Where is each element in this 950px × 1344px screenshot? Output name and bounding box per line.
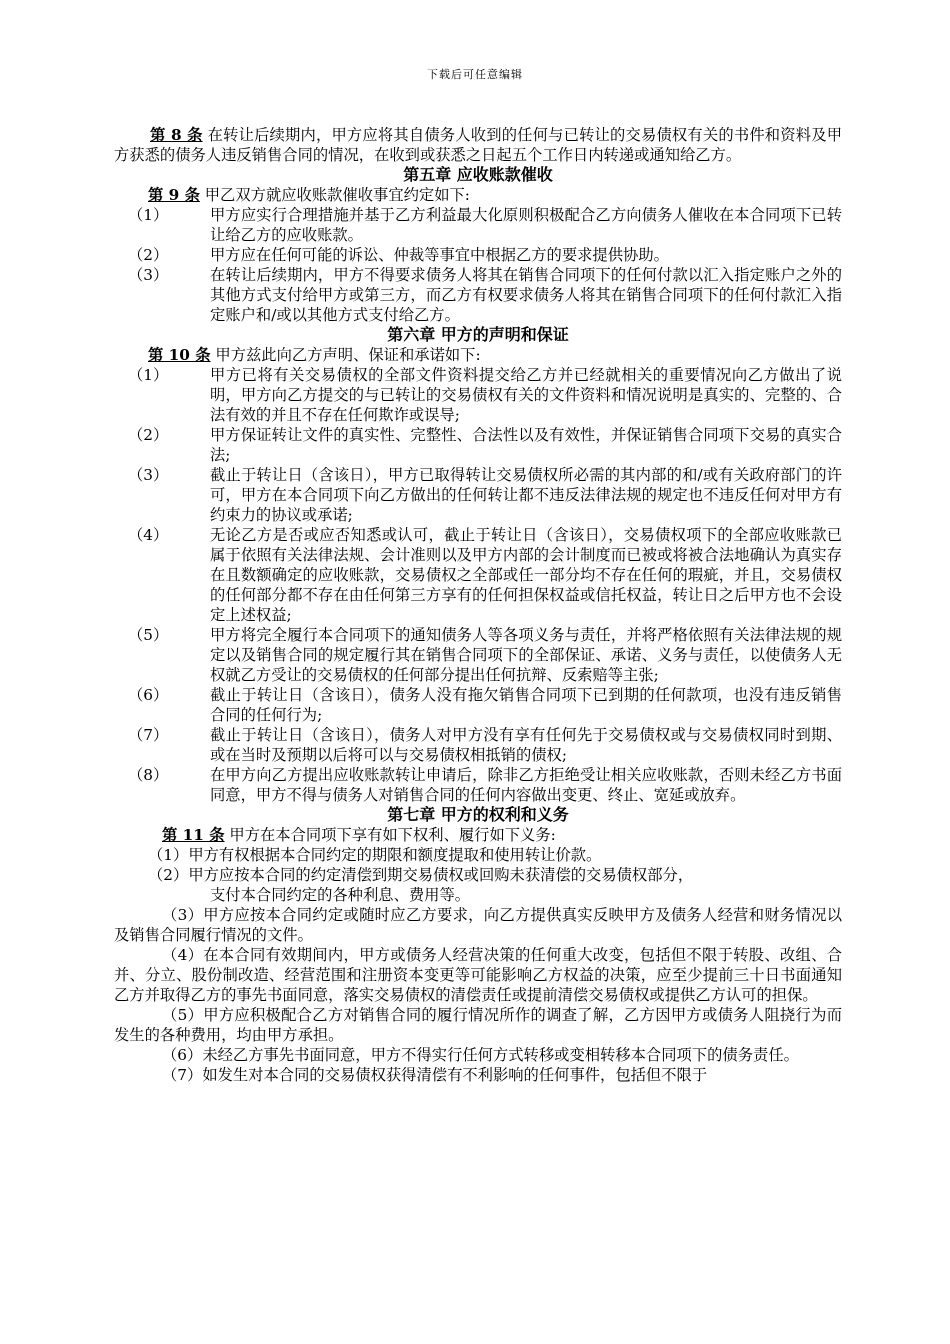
article-11 xyxy=(114,825,842,845)
item-text: 截止于转让日（含该日），债务人对甲方没有享有任何先于交易债权或与交易债权同时到期、或在当时及预期以后将可以与交易债权相抵销的债权; xyxy=(210,726,842,764)
article-10-item xyxy=(114,425,842,465)
chapter-7-title: 第七章 甲方的权利和义务 xyxy=(387,805,569,824)
item-number: （2） xyxy=(128,246,169,264)
article-8 xyxy=(114,125,842,165)
item-number: （3） xyxy=(128,466,169,484)
article-11-label: 第 11 条 xyxy=(162,826,225,844)
item-text: 无论乙方是否或应否知悉或认可，截止于转让日（含该日），交易债权项下的全部应收账款已属于依照有关法律法规、会计准则以及甲方内部的会计制度而已被或将被合法地确认为真实存在且数额确定的应收账款，交易债权之全部或任一部分均不存在任何的瑕疵，并且，交易债权的任何部分都不存在由任何第三方享有的任何担保权益或信托权益，转让日之后甲方也不会设定上述权益; xyxy=(210,526,842,624)
item-text: 甲方应在任何可能的诉讼、仲裁等事宜中根据乙方的要求提供协助。 xyxy=(210,246,669,264)
item-number: （5） xyxy=(128,626,169,644)
article-10-item xyxy=(114,625,842,685)
article-9-item xyxy=(114,205,842,245)
article-10-item xyxy=(114,525,842,625)
item-number: （7） xyxy=(128,726,169,744)
article-11-item-2: （2）甲方应按本合同的约定清偿到期交易债权或回购未获清偿的交易债权部分， xyxy=(148,866,694,884)
item-number: （8） xyxy=(128,766,169,784)
chapter-6-title: 第六章 甲方的声明和保证 xyxy=(387,325,569,344)
article-11-text: 甲方在本合同项下享有如下权利、履行如下义务: xyxy=(224,826,556,844)
item-number: （2） xyxy=(128,426,169,444)
article-10-item xyxy=(114,765,842,805)
item-number: （3） xyxy=(128,266,169,284)
article-9-text: 甲乙双方就应收账款催收事宜约定如下: xyxy=(199,186,470,204)
item-number: （1） xyxy=(128,366,169,384)
item-text: 截止于转让日（含该日），甲方已取得转让交易债权所必需的其内部的和/或有关政府部门的许可，甲方在本合同项下向乙方做出的任何转让都不违反法律法规的规定也不违反任何对甲方有约束力的协议或承诺; xyxy=(210,466,842,524)
article-11-item-6: （6）未经乙方事先书面同意，甲方不得实行任何方式转移或变相转移本合同项下的债务责任。 xyxy=(162,1046,799,1064)
item-number: （4） xyxy=(128,526,169,544)
article-10-item xyxy=(114,725,842,765)
article-11-item-7: （7）如发生对本合同的交易债权获得清偿有不利影响的任何事件，包括但不限于 xyxy=(162,1066,708,1084)
item-number: （1） xyxy=(128,206,169,224)
article-11-item-2-continued: 支付本合同约定的各种利息、费用等。 xyxy=(210,886,471,904)
item-text: 甲方将完全履行本合同项下的通知债务人等各项义务与责任，并将严格依照有关法律法规的规定以及销售合同的规定履行其在销售合同项下的全部保证、承诺、义务与责任，以使债务人无权就乙方受让的交易债权的任何部分提出任何抗辩、反索赔等主张; xyxy=(210,626,842,684)
article-8-text: 在转让后续期内，甲方应将其自债务人收到的任何与已转让的交易债权有关的书件和资料及甲方获悉的债务人违反销售合同的情况，在收到或获悉之日起五个工作日内转递或通知给乙方。 xyxy=(114,126,842,164)
article-9-label: 第 9 条 xyxy=(148,186,200,204)
article-8-label: 第 8 条 xyxy=(150,126,203,144)
item-text: 在甲方向乙方提出应收账款转让申请后，除非乙方拒绝受让相关应收账款，否则未经乙方书面同意，甲方不得与债务人对销售合同的任何内容做出变更、终止、宽延或放弃。 xyxy=(210,766,842,804)
article-10-item xyxy=(114,685,842,725)
article-11-item-1: （1）甲方有权根据本合同约定的期限和额度提取和使用转让价款。 xyxy=(148,846,602,864)
article-10 xyxy=(114,345,842,365)
page-header: 下载后可任意编辑 xyxy=(427,68,523,81)
article-11-item-3: （3）甲方应按本合同约定或随时应乙方要求，向乙方提供真实反映甲方及债务人经营和财务情况以及销售合同履行情况的文件。 xyxy=(114,906,842,944)
article-9 xyxy=(114,185,842,205)
item-text: 甲方应实行合理措施并基于乙方利益最大化原则积极配合乙方向债务人催收在本合同项下已转让给乙方的应收账款。 xyxy=(210,206,842,244)
article-11-item-5: （5）甲方应积极配合乙方对销售合同的履行情况所作的调查了解，乙方因甲方或债务人阻挠行为而发生的各种费用，均由甲方承担。 xyxy=(114,1006,842,1044)
article-10-text: 甲方兹此向乙方声明、保证和承诺如下: xyxy=(210,346,481,364)
article-11-item-4: （4）在本合同有效期间内，甲方或债务人经营决策的任何重大改变，包括但不限于转股、改组、合并、分立、股份制改造、经营范围和注册资本变更等可能影响乙方权益的决策，应至少提前三十日书面通知乙方并取得乙方的事先书面同意，落实交易债权的清偿责任或提前清偿交易债权或提供乙方认可的担保。 xyxy=(114,946,842,1004)
item-number: （6） xyxy=(128,686,169,704)
article-9-item xyxy=(114,245,842,265)
article-10-item xyxy=(114,365,842,425)
article-10-item xyxy=(114,465,842,525)
chapter-5-title: 第五章 应收账款催收 xyxy=(403,165,553,184)
item-text: 截止于转让日（含该日），债务人没有拖欠销售合同项下已到期的任何款项，也没有违反销售合同的任何行为; xyxy=(210,686,842,724)
document-body xyxy=(114,125,842,1085)
item-text: 甲方保证转让文件的真实性、完整性、合法性以及有效性，并保证销售合同项下交易的真实合法; xyxy=(210,426,842,464)
article-9-item xyxy=(114,265,842,325)
item-text: 在转让后续期内，甲方不得要求债务人将其在销售合同项下的任何付款以汇入指定账户之外的其他方式支付给甲方或第三方，而乙方有权要求债务人将其在销售合同项下的任何付款汇入指定账户和/或以其他方式支付给乙方。 xyxy=(210,266,842,324)
item-text: 甲方已将有关交易债权的全部文件资料提交给乙方并已经就相关的重要情况向乙方做出了说明，甲方向乙方提交的与已转让的交易债权有关的文件资料和情况说明是真实的、完整的、合法有效的并且不存在任何欺诈或误导; xyxy=(210,366,842,424)
article-10-label: 第 10 条 xyxy=(148,346,211,364)
